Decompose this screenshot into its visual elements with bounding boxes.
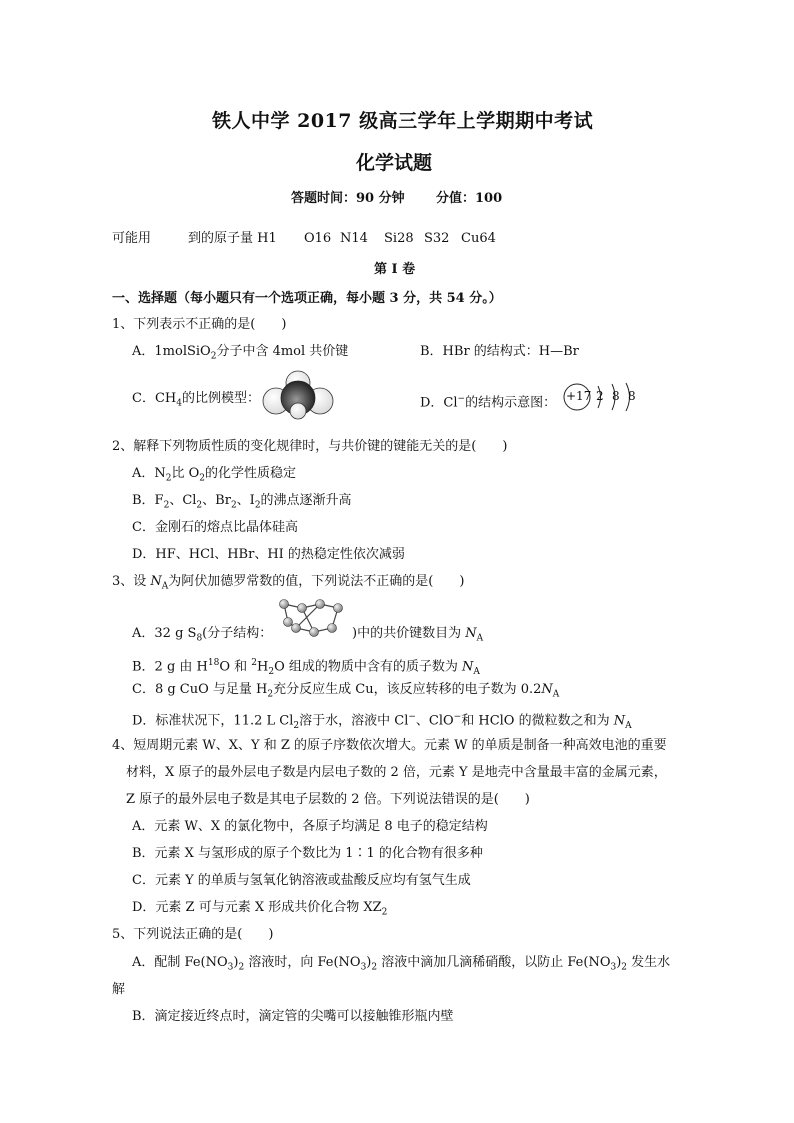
q5-stem: 5、下列说法正确的是( ) — [112, 927, 274, 942]
q2-option-c: C．金刚石的熔点比晶体硅高 — [132, 520, 298, 535]
q2-option-b: B．$F_2$、$Cl_2$、$Br_2$、$I_2$的沸点逐渐升高 — [132, 493, 352, 511]
ch4-space-filling-model — [262, 370, 334, 420]
atomic-mass-o: O16 — [304, 231, 332, 246]
q4-option-d: D．元素 Z 可与元素 X 形成共价化合物 $XZ_2$ — [132, 900, 388, 918]
cl-ion-structure-diagram — [560, 380, 660, 414]
exam-title: 铁人中学 2017 级高三学年上学期期中考试 — [212, 110, 594, 132]
total-score: 分值：100 — [436, 191, 503, 206]
q5-option-a-continued: 解 — [112, 982, 126, 997]
atomic-mass-prefix: 可能用 — [112, 231, 152, 246]
q4-stem-line1: 4、短周期元素 W、X、Y 和 Z 的原子序数依次增大。元素 W 的单质是制备一种高效电池的重要 — [112, 738, 667, 753]
nucleus-charge: +17 — [566, 389, 592, 403]
shell-3-electrons: 8 — [628, 389, 636, 403]
q1-option-a: A．1molSiO$_2$分子中含 4mol 共价键 — [132, 344, 349, 362]
atomic-mass-cu: Cu64 — [461, 231, 496, 246]
q3-option-a-part2: )中的共价键数目为 $N_A$ — [352, 626, 484, 644]
section-heading: 一、选择题（每小题只有一个选项正确，每小题 3 分，共 54 分。） — [112, 291, 502, 306]
q1-option-c: C．$CH_4$的比例模型： — [132, 391, 260, 409]
atomic-mass-n: N14 — [340, 231, 368, 246]
q5-option-b: B．滴定接近终点时，滴定管的尖嘴可以接触锥形瓶内壁 — [132, 1009, 454, 1024]
s8-molecule-structure — [272, 598, 352, 642]
atomic-mass-s: S32 — [424, 231, 450, 246]
q3-option-b: B．2 g 由 $H^{18}O$ 和 $^2H_2O$ 组成的物质中含有的质子数为 $N_A$ — [132, 658, 480, 677]
atomic-mass-si: Si28 — [384, 231, 414, 246]
q4-stem-line3: Z 原子的最外层电子数是其电子层数的 2 倍。下列说法错误的是( ) — [126, 792, 530, 807]
atomic-mass-label: 到的原子量 H1 — [188, 231, 277, 246]
q2-option-d: D．HF、HCl、HBr、HI 的热稳定性依次减弱 — [132, 547, 405, 562]
q3-option-c: C．8 g CuO 与足量 $H_2$充分反应生成 Cu，该反应转移的电子数为 $0.2N_A$ — [132, 682, 560, 700]
q4-stem-line2: 材料，X 原子的最外层电子数是内层电子数的 2 倍，元素 Y 是地壳中含量最丰富的金属元素， — [126, 765, 667, 780]
volume-label: 第 Ⅰ 卷 — [374, 262, 416, 277]
shell-2-electrons: 8 — [612, 389, 620, 403]
q4-option-b: B．元素 X 与氢形成的原子个数比为 1∶1 的化合物有很多种 — [132, 846, 483, 861]
q4-option-a: A．元素 W、X 的氯化物中，各原子均满足 8 电子的稳定结构 — [132, 819, 488, 834]
q2-option-a: A．$N_2$比 $O_2$的化学性质稳定 — [132, 466, 297, 484]
answer-time: 答题时间：90 分钟 — [291, 191, 405, 206]
q4-option-c: C．元素 Y 的单质与氢氧化钠溶液或盐酸反应均有氢气生成 — [132, 873, 471, 888]
q3-stem: 3、设 $N_A$为阿伏加德罗常数的值，下列说法不正确的是( ) — [112, 574, 465, 592]
q3-option-d: D．标准状况下，11.2 L $Cl_2$溶于水，溶液中 Cl−、ClO−和 HClO 的微粒数之和为 $N_A$ — [132, 712, 632, 731]
q1-option-d: D．Cl−的结构示意图： — [420, 394, 557, 411]
shell-1-electrons: 2 — [596, 389, 604, 403]
q1-stem: 1、下列表示不正确的是( ) — [112, 317, 287, 332]
q3-option-a-part1: A．32 g $S_8$(分子结构： — [132, 626, 273, 644]
q1-option-b: B．HBr 的结构式：H—Br — [420, 344, 579, 359]
q2-stem: 2、解释下列物质性质的变化规律时，与共价键的键能无关的是( ) — [112, 439, 508, 454]
subject-title: 化学试题 — [356, 152, 433, 174]
q5-option-a: A．配制 $Fe(NO_3)_2$ 溶液时，向 $Fe(NO_3)_2$ 溶液中滴加几滴稀硝酸，以防止 $Fe(NO_3)_2$ 发生水 — [132, 955, 671, 973]
